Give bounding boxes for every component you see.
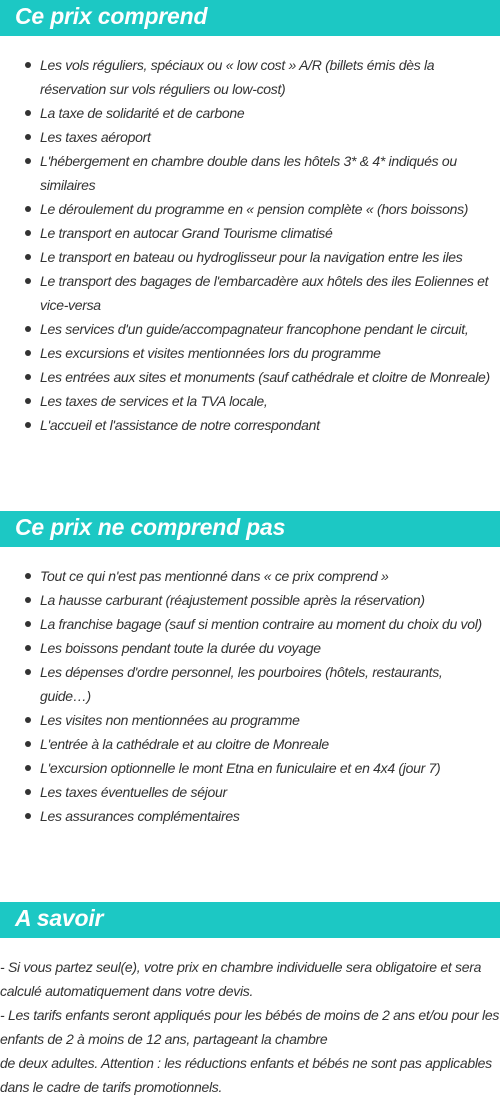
list-item (0, 101, 500, 125)
section-title-a-savoir: A savoir (15, 905, 104, 931)
bullet-icon (25, 573, 31, 579)
bullet-icon (25, 422, 31, 428)
list-item (0, 389, 500, 413)
list-item (0, 341, 500, 365)
bullet-icon (25, 669, 31, 675)
bullet-icon (25, 374, 31, 380)
bullet-icon (25, 158, 31, 164)
list-item (0, 612, 500, 636)
list-item-text: L'accueil et l'assistance de notre correspondant (40, 417, 320, 433)
list-item (0, 660, 500, 708)
list-item-text: Le transport des bagages de l'embarcadère aux hôtels des iles Eoliennes et vice-versa (40, 273, 489, 313)
list-item (0, 125, 500, 149)
section-header-a-savoir (0, 902, 500, 938)
list-item (0, 564, 500, 588)
list-item (0, 365, 500, 389)
list-item-text: Les vols réguliers, spéciaux ou « low cost » A/R (billets émis dès la réservation sur vols réguliers ou low-cost) (40, 57, 435, 97)
bullet-icon (25, 350, 31, 356)
section-title-included: Ce prix comprend (15, 3, 208, 29)
list-item (0, 197, 500, 221)
list-item-text: Le déroulement du programme en « pension complète « (hors boissons) (40, 201, 469, 217)
bullet-icon (25, 813, 31, 819)
list-item (0, 269, 500, 317)
list-item-text: La franchise bagage (sauf si mention contraire au moment du choix du vol) (40, 616, 482, 632)
list-item-text: Les boissons pendant toute la durée du voyage (40, 640, 321, 656)
list-item (0, 413, 500, 437)
bullet-icon (25, 62, 31, 68)
list-item-text: Les taxes éventuelles de séjour (40, 784, 227, 800)
bullet-icon (25, 621, 31, 627)
bullet-icon (25, 398, 31, 404)
list-item (0, 708, 500, 732)
list-item-text: L'excursion optionnelle le mont Etna en funiculaire et en 4x4 (jour 7) (40, 760, 441, 776)
list-item-text: Les visites non mentionnées au programme (40, 712, 300, 728)
bullet-icon (25, 597, 31, 603)
list-item (0, 636, 500, 660)
a-savoir-text (0, 955, 500, 1099)
list-item-text: La hausse carburant (réajustement possible après la réservation) (40, 592, 425, 608)
section-header-not-included (0, 511, 500, 547)
bullet-icon (25, 230, 31, 236)
a-savoir-line: - Les tarifs enfants seront appliqués pour les bébés de moins de 2 ans et/ou pour les enfants de 2 à moins de 12 ans, partageant la chambre (0, 1007, 500, 1047)
bullet-icon (25, 110, 31, 116)
bullet-icon (25, 789, 31, 795)
list-item-text: Les taxes de services et la TVA locale, (40, 393, 268, 409)
list-item (0, 756, 500, 780)
list-item (0, 221, 500, 245)
bullet-icon (25, 765, 31, 771)
bullet-icon (25, 645, 31, 651)
bullet-icon (25, 741, 31, 747)
list-item-text: La taxe de solidarité et de carbone (40, 105, 245, 121)
list-item-text: Les entrées aux sites et monuments (sauf cathédrale et cloitre de Monreale) (40, 369, 490, 385)
bullet-icon (25, 326, 31, 332)
bullet-icon (25, 278, 31, 284)
section-header-included (0, 0, 500, 36)
list-item-text: Le transport en autocar Grand Tourisme climatisé (40, 225, 333, 241)
list-item (0, 780, 500, 804)
bullet-icon (25, 717, 31, 723)
a-savoir-line: de deux adultes. Attention : les réductions enfants et bébés ne sont pas applicables dans le cadre de tarifs promotionnels. (0, 1055, 492, 1095)
list-item (0, 317, 500, 341)
list-item-text: L'hébergement en chambre double dans les hôtels 3* & 4* indiqués ou similaires (40, 153, 457, 193)
list-item-text: Les excursions et visites mentionnées lors du programme (40, 345, 381, 361)
not-included-list (0, 564, 500, 828)
list-item (0, 149, 500, 197)
list-item-text: Les services d'un guide/accompagnateur francophone pendant le circuit, (40, 321, 469, 337)
list-item-text: Tout ce qui n'est pas mentionné dans « ce prix comprend » (40, 568, 389, 584)
list-item-text: Les taxes aéroport (40, 129, 151, 145)
list-item-text: Les assurances complémentaires (40, 808, 240, 824)
list-item-text: Le transport en bateau ou hydroglisseur pour la navigation entre les iles (40, 249, 463, 265)
bullet-icon (25, 254, 31, 260)
list-item (0, 588, 500, 612)
list-item-text: L'entrée à la cathédrale et au cloitre de Monreale (40, 736, 329, 752)
list-item-text: Les dépenses d'ordre personnel, les pourboires (hôtels, restaurants, guide…) (40, 664, 443, 704)
section-title-not-included: Ce prix ne comprend pas (15, 514, 286, 540)
list-item (0, 53, 500, 101)
list-item (0, 804, 500, 828)
bullet-icon (25, 206, 31, 212)
included-list (0, 53, 500, 437)
bullet-icon (25, 134, 31, 140)
a-savoir-line: - Si vous partez seul(e), votre prix en chambre individuelle sera obligatoire et sera calculé automatiquement dans votre devis. (0, 959, 482, 999)
list-item (0, 732, 500, 756)
list-item (0, 245, 500, 269)
